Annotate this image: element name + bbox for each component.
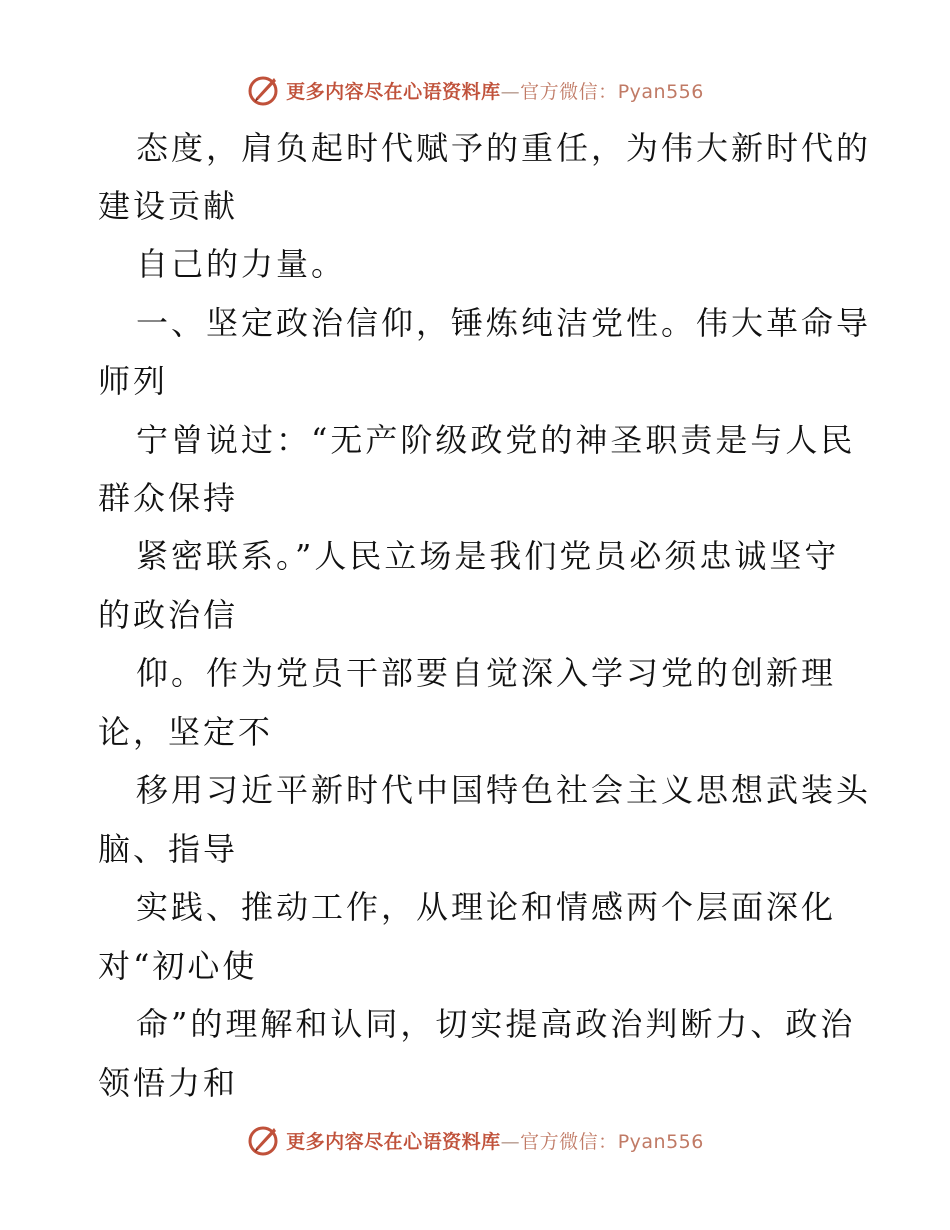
body-line: 的政治信 [98, 596, 239, 634]
body-line: 实践、推动工作，从理论和情感两个层面深化 [136, 888, 837, 926]
body-line: 紧密联系。”人民立场是我们党员必须忠诚坚守 [136, 537, 840, 575]
banner-wechat-label: 官方微信： [520, 80, 618, 103]
header-banner [0, 70, 950, 110]
body-line: 师列 [98, 362, 169, 400]
body-line: 宁曾说过：“无产阶级政党的神圣职责是与人民 [136, 421, 856, 459]
body-line: 领悟力和 [98, 1064, 239, 1102]
body-line: 一、坚定政治信仰，锤炼纯洁党性。伟大革命导 [136, 304, 872, 342]
body-line: 论，坚定不 [98, 713, 274, 751]
body-line: 脑、指导 [98, 830, 239, 868]
banner-wechat-id: Pyan556 [617, 1130, 704, 1153]
body-line: 态度，肩负起时代赋予的重任，为伟大新时代的 [136, 129, 872, 167]
banner-wechat-label: 官方微信： [520, 1130, 618, 1153]
body-line: 群众保持 [98, 479, 239, 517]
banner-separator: — [500, 80, 521, 103]
body-line: 对“初心使 [98, 947, 258, 985]
quill-circle-icon [246, 72, 282, 108]
banner-text [286, 77, 704, 104]
banner-wechat-id: Pyan556 [617, 80, 704, 103]
body-line: 建设贡献 [98, 187, 239, 225]
body-line: 移用习近平新时代中国特色社会主义思想武装头 [136, 771, 872, 809]
banner-brand: 更多内容尽在心语资料库 [286, 80, 501, 103]
body-line: 自己的力量。 [136, 245, 347, 283]
quill-circle-icon [246, 1122, 282, 1158]
banner-brand: 更多内容尽在心语资料库 [286, 1130, 501, 1153]
banner-separator: — [500, 1130, 521, 1153]
banner-text [286, 1127, 704, 1154]
footer-banner [0, 1120, 950, 1160]
body-line: 命”的理解和认同，切实提高政治判断力、政治 [136, 1005, 856, 1043]
body-line: 仰。作为党员干部要自觉深入学习党的创新理 [136, 654, 837, 692]
